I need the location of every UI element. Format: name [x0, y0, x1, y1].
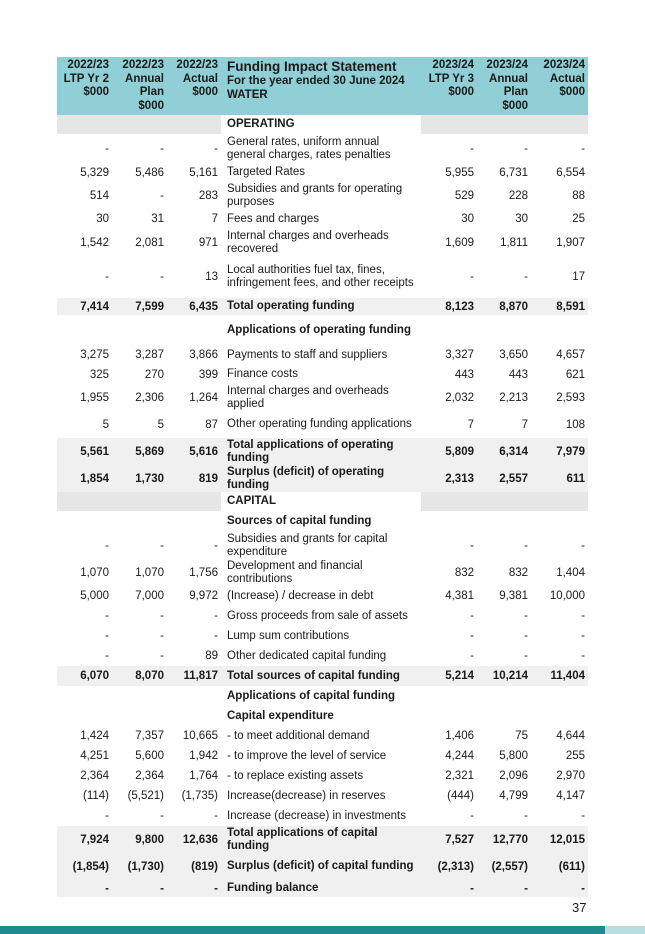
value-cell: -: [470, 539, 474, 552]
row-label: Local authorities fuel tax, fines, infringement fees, and other receipts: [227, 264, 414, 289]
row-label: Funding balance: [221, 880, 421, 897]
section-cell: [477, 492, 531, 511]
value-cell: 4,244: [445, 750, 474, 762]
row-label: Sources of capital funding: [227, 515, 372, 527]
value-cell: (611): [531, 853, 588, 880]
value-cell: [57, 686, 112, 706]
row-label: Surplus (deficit) of operating funding: [221, 465, 421, 492]
value-cell: -: [160, 271, 164, 283]
value-cell: 283: [198, 189, 218, 202]
value-cell: 325: [89, 368, 109, 381]
row-label: (Increase) / decrease in debt: [227, 589, 374, 602]
value-cell: 2,032: [445, 391, 474, 404]
col-header-2023-annual-plan: 2023/24 Annual Plan $000: [477, 57, 531, 115]
value-cell: 108: [565, 418, 585, 431]
value-cell: 11,817: [167, 666, 221, 686]
row-label: Other dedicated capital funding: [227, 649, 387, 662]
table-row: [57, 134, 588, 163]
value-cell: 5,329: [80, 166, 109, 179]
footer-bar-accent: [605, 926, 645, 934]
table-row: [57, 606, 588, 626]
value-cell: 7,979: [531, 438, 588, 465]
table-row: [57, 726, 588, 746]
row-label: - to replace existing assets: [227, 769, 364, 782]
value-cell: -: [214, 630, 218, 642]
value-cell: 11,404: [531, 666, 588, 686]
value-cell: 6,314: [477, 438, 531, 465]
value-cell: 7: [211, 213, 218, 225]
row-label: Subsidies and grants for operating purposes: [227, 182, 403, 208]
value-cell: (5,521): [127, 790, 164, 802]
value-cell: -: [470, 610, 474, 622]
value-cell: -: [524, 810, 528, 822]
value-cell: 1,756: [189, 566, 218, 579]
value-cell: 6,731: [499, 166, 528, 179]
value-cell: -: [105, 810, 109, 822]
table-row: [57, 365, 588, 384]
row-label: Other operating funding applications: [227, 418, 412, 430]
value-cell: 12,015: [531, 826, 588, 853]
row-label: Applications of capital funding: [227, 689, 396, 702]
value-cell: 2,321: [445, 770, 474, 782]
row-label: Fees and charges: [227, 212, 320, 225]
value-cell: [477, 511, 531, 532]
value-cell: 2,081: [135, 236, 164, 249]
value-cell: [167, 511, 221, 532]
value-cell: [531, 686, 588, 706]
value-cell: 25: [572, 213, 585, 225]
total-row: [57, 298, 588, 315]
value-cell: [57, 315, 112, 345]
section-cell: [421, 492, 477, 511]
row-label: Internal charges and overheads applied: [227, 384, 389, 410]
value-cell: [531, 511, 588, 532]
value-cell: [112, 706, 167, 726]
value-cell: (2,313): [421, 853, 477, 880]
subheading-row: [57, 686, 588, 706]
value-cell: 2,557: [477, 465, 531, 492]
value-cell: (1,735): [181, 790, 218, 802]
value-cell: [57, 511, 112, 532]
statement-activity: WATER: [227, 88, 268, 101]
value-cell: [477, 315, 531, 345]
value-cell: 1,070: [80, 566, 109, 579]
value-cell: 2,593: [556, 391, 585, 404]
value-cell: 30: [96, 213, 109, 225]
row-label: Total applications of operating funding: [221, 438, 421, 465]
row-label: Applications of operating funding: [227, 323, 411, 336]
value-cell: 30: [515, 213, 528, 225]
value-cell: 89: [205, 650, 218, 662]
value-cell: 3,650: [499, 349, 528, 361]
value-cell: -: [160, 189, 164, 202]
value-cell: -: [105, 271, 109, 283]
statement-title: Funding Impact Statement: [227, 59, 397, 74]
value-cell: 5,955: [445, 166, 474, 179]
section-label: CAPITAL: [221, 492, 421, 511]
total-row: [57, 438, 588, 465]
value-cell: 2,306: [135, 391, 164, 404]
value-cell: 4,657: [556, 349, 585, 361]
section-cell: [112, 492, 167, 511]
table-row: [57, 532, 588, 559]
value-cell: [112, 511, 167, 532]
value-cell: 4,251: [80, 750, 109, 762]
value-cell: 2,970: [556, 770, 585, 782]
value-cell: 1,542: [80, 236, 109, 249]
value-cell: 13: [205, 271, 218, 283]
row-label: Total operating funding: [221, 298, 421, 315]
table-row: [57, 411, 588, 438]
value-cell: [421, 315, 477, 345]
value-cell: 2,364: [135, 770, 164, 782]
table-row: [57, 746, 588, 766]
table-row: [57, 646, 588, 666]
value-cell: -: [477, 880, 531, 897]
subheading-row: [57, 511, 588, 532]
value-cell: 8,870: [477, 298, 531, 315]
col-header-2023-ltp: 2023/24 LTP Yr 3 $000: [421, 57, 477, 115]
value-cell: 7: [521, 418, 528, 431]
value-cell: 2,096: [499, 770, 528, 782]
value-cell: [477, 706, 531, 726]
value-cell: 7,414: [57, 298, 112, 315]
section-cell: [531, 492, 588, 511]
section-row: [57, 492, 588, 511]
value-cell: -: [524, 650, 528, 662]
value-cell: -: [160, 142, 164, 155]
section-cell: [57, 115, 112, 134]
value-cell: [477, 686, 531, 706]
section-cell: [531, 115, 588, 134]
table-row: [57, 163, 588, 182]
col-header-2022-actual: 2022/23 Actual $000: [167, 57, 221, 115]
value-cell: -: [581, 539, 585, 552]
value-cell: [531, 706, 588, 726]
value-cell: 10,665: [182, 730, 218, 742]
value-cell: 8,591: [531, 298, 588, 315]
value-cell: -: [470, 810, 474, 822]
value-cell: -: [112, 880, 167, 897]
value-cell: 7,599: [112, 298, 167, 315]
row-label: Gross proceeds from sale of assets: [227, 609, 408, 622]
table-row: [57, 229, 588, 256]
value-cell: 2,364: [80, 770, 109, 782]
value-cell: 4,799: [499, 790, 528, 802]
section-row: [57, 115, 588, 134]
value-cell: 17: [572, 271, 585, 283]
value-cell: 1,424: [80, 730, 109, 742]
value-cell: [112, 315, 167, 345]
section-cell: [477, 115, 531, 134]
value-cell: (114): [83, 790, 109, 802]
value-cell: -: [524, 610, 528, 622]
section-cell: [167, 492, 221, 511]
total-row: [57, 826, 588, 853]
value-cell: (444): [447, 790, 474, 802]
value-cell: -: [581, 630, 585, 642]
value-cell: 5: [157, 418, 164, 431]
value-cell: 30: [461, 213, 474, 225]
value-cell: -: [524, 142, 528, 155]
table-row: [57, 626, 588, 646]
subheading-row: [57, 315, 588, 345]
row-label: Development and financial contributions: [227, 559, 363, 585]
value-cell: 1,406: [445, 730, 474, 742]
value-cell: 7,000: [135, 590, 164, 602]
table-row: [57, 559, 588, 586]
value-cell: 7,527: [421, 826, 477, 853]
value-cell: -: [214, 539, 218, 552]
value-cell: 443: [508, 368, 528, 381]
value-cell: -: [160, 539, 164, 552]
value-cell: -: [214, 610, 218, 622]
value-cell: 819: [167, 465, 221, 492]
value-cell: 5,809: [421, 438, 477, 465]
value-cell: -: [581, 810, 585, 822]
value-cell: 443: [454, 368, 474, 381]
row-label: Subsidies and grants for capital expenditure: [227, 532, 388, 558]
value-cell: 611: [531, 465, 588, 492]
value-cell: 88: [572, 189, 585, 202]
value-cell: 529: [454, 189, 474, 202]
value-cell: (1,854): [57, 853, 112, 880]
value-cell: 8,123: [421, 298, 477, 315]
funding-impact-statement-table: [57, 57, 588, 897]
table-row: [57, 256, 588, 298]
row-label: General rates, uniform annual general charges, rates penalties: [227, 135, 391, 161]
value-cell: -: [160, 650, 164, 662]
value-cell: 75: [515, 730, 528, 742]
value-cell: 8,070: [112, 666, 167, 686]
value-cell: -: [470, 650, 474, 662]
value-cell: 3,287: [135, 349, 164, 361]
value-cell: 1,730: [112, 465, 167, 492]
value-cell: -: [105, 539, 109, 552]
value-cell: 5,561: [57, 438, 112, 465]
value-cell: [57, 706, 112, 726]
value-cell: 3,275: [80, 349, 109, 361]
section-cell: [112, 115, 167, 134]
value-cell: -: [524, 539, 528, 552]
value-cell: [421, 686, 477, 706]
value-cell: 621: [565, 368, 585, 381]
row-label: Surplus (deficit) of capital funding: [221, 853, 421, 880]
value-cell: -: [160, 630, 164, 642]
value-cell: 87: [205, 418, 218, 431]
col-header-2022-ltp: 2022/23 LTP Yr 2 $000: [57, 57, 112, 115]
value-cell: 5,161: [189, 166, 218, 179]
value-cell: 1,854: [57, 465, 112, 492]
value-cell: (2,557): [477, 853, 531, 880]
value-cell: 5,486: [135, 166, 164, 179]
value-cell: 4,147: [556, 790, 585, 802]
row-label: Increase(decrease) in reserves: [227, 789, 386, 802]
value-cell: [531, 315, 588, 345]
value-cell: 6,435: [167, 298, 221, 315]
value-cell: -: [105, 610, 109, 622]
value-cell: 12,636: [167, 826, 221, 853]
value-cell: 4,381: [445, 590, 474, 602]
total-row: [57, 465, 588, 492]
table-body: [57, 115, 588, 897]
value-cell: 514: [89, 189, 109, 202]
value-cell: [421, 511, 477, 532]
table-row: [57, 209, 588, 229]
row-label: Payments to staff and suppliers: [227, 348, 388, 361]
value-cell: -: [160, 810, 164, 822]
table-row: [57, 786, 588, 806]
value-cell: 832: [508, 566, 528, 579]
value-cell: 1,942: [189, 750, 218, 762]
value-cell: 5,000: [80, 590, 109, 602]
value-cell: 3,327: [445, 349, 474, 361]
total-row: [57, 666, 588, 686]
value-cell: [112, 686, 167, 706]
value-cell: 6,070: [57, 666, 112, 686]
row-label: Lump sum contributions: [227, 629, 350, 642]
value-cell: 255: [565, 750, 585, 762]
value-cell: 1,764: [189, 770, 218, 782]
value-cell: 10,000: [549, 590, 585, 602]
value-cell: [167, 686, 221, 706]
value-cell: -: [105, 630, 109, 642]
table-row: [57, 345, 588, 365]
col-header-2023-actual: 2023/24 Actual $000: [531, 57, 588, 115]
section-cell: [57, 492, 112, 511]
value-cell: -: [581, 650, 585, 662]
value-cell: 9,381: [499, 590, 528, 602]
value-cell: 12,770: [477, 826, 531, 853]
row-label: Targeted Rates: [227, 166, 305, 178]
value-cell: 5,800: [499, 750, 528, 762]
total-row: [57, 880, 588, 897]
value-cell: 9,972: [189, 590, 218, 602]
subheading-row: [57, 706, 588, 726]
value-cell: 971: [198, 236, 218, 249]
value-cell: -: [581, 610, 585, 622]
value-cell: -: [524, 630, 528, 642]
page-number: 37: [572, 900, 587, 915]
value-cell: 832: [454, 566, 474, 579]
value-cell: (819): [167, 853, 221, 880]
value-cell: 9,800: [112, 826, 167, 853]
value-cell: 1,609: [445, 236, 474, 249]
value-cell: 228: [508, 189, 528, 202]
section-label: OPERATING: [221, 115, 421, 134]
row-label: Total sources of capital funding: [221, 666, 421, 686]
value-cell: 399: [198, 368, 218, 381]
value-cell: -: [214, 810, 218, 822]
value-cell: -: [470, 271, 474, 283]
value-cell: -: [470, 630, 474, 642]
value-cell: 1,264: [189, 391, 218, 404]
value-cell: 270: [144, 368, 164, 381]
table-row: [57, 806, 588, 826]
value-cell: 1,070: [135, 566, 164, 579]
col-header-2022-annual-plan: 2022/23 Annual Plan $000: [112, 57, 167, 115]
table-row: [57, 586, 588, 606]
value-cell: 5,600: [135, 750, 164, 762]
value-cell: 5,616: [167, 438, 221, 465]
value-cell: -: [214, 142, 218, 155]
table-row: [57, 182, 588, 209]
value-cell: -: [421, 880, 477, 897]
value-cell: 1,955: [80, 391, 109, 404]
value-cell: 5: [102, 418, 109, 431]
value-cell: -: [105, 650, 109, 662]
section-cell: [421, 115, 477, 134]
value-cell: 7,924: [57, 826, 112, 853]
value-cell: 5,869: [112, 438, 167, 465]
value-cell: -: [524, 271, 528, 283]
value-cell: 1,907: [556, 236, 585, 249]
row-label: - to improve the level of service: [227, 749, 387, 762]
table-row: [57, 384, 588, 411]
value-cell: 4,644: [556, 730, 585, 742]
value-cell: 3,866: [189, 349, 218, 361]
table-row: [57, 766, 588, 786]
value-cell: 1,811: [500, 236, 528, 249]
value-cell: 5,214: [421, 666, 477, 686]
table-header: [57, 57, 588, 115]
footer-bar: [0, 926, 605, 934]
total-row: [57, 853, 588, 880]
value-cell: [421, 706, 477, 726]
row-label: Internal charges and overheads recovered: [227, 229, 389, 255]
value-cell: 7,357: [135, 730, 164, 742]
row-label: Total applications of capital funding: [221, 826, 421, 853]
value-cell: -: [57, 880, 112, 897]
value-cell: -: [470, 142, 474, 155]
statement-subtitle: For the year ended 30 June 2024: [227, 75, 405, 87]
value-cell: -: [531, 880, 588, 897]
row-label: Capital expenditure: [227, 709, 334, 722]
value-cell: [167, 315, 221, 345]
value-cell: 2,313: [421, 465, 477, 492]
value-cell: (1,730): [112, 853, 167, 880]
value-cell: -: [167, 880, 221, 897]
value-cell: 2,213: [499, 391, 528, 404]
value-cell: 7: [467, 418, 474, 431]
row-label: Finance costs: [227, 368, 298, 380]
statement-title-cell: [221, 57, 421, 115]
value-cell: -: [105, 142, 109, 155]
value-cell: 1,404: [556, 566, 585, 579]
value-cell: 10,214: [477, 666, 531, 686]
row-label: - to meet additional demand: [227, 729, 370, 742]
value-cell: 31: [151, 213, 164, 225]
row-label: Increase (decrease) in investments: [227, 809, 406, 822]
value-cell: -: [581, 142, 585, 155]
value-cell: [167, 706, 221, 726]
section-cell: [167, 115, 221, 134]
value-cell: -: [160, 610, 164, 622]
value-cell: 6,554: [556, 166, 585, 179]
